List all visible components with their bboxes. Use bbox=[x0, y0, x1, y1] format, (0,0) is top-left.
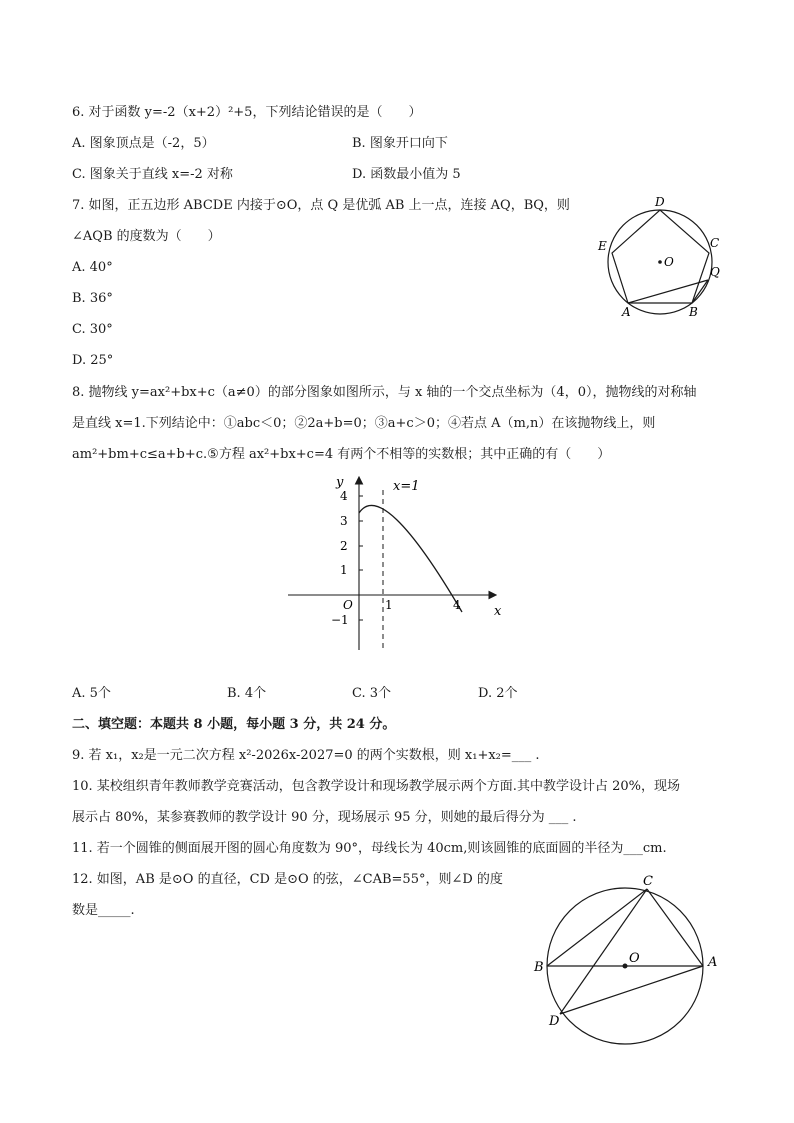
q9-text: 9. 若 x₁，x₂是一元二次方程 x²-2026x-2027=0 的两个实数根，则 x₁+x₂=___ . bbox=[72, 748, 540, 763]
label-o: O bbox=[664, 255, 674, 269]
q7-stem-line1: 7. 如图，正五边形 ABCDE 内接于⊙O，点 Q 是优弧 AB 上一点，连接 AQ，BQ，则 bbox=[72, 198, 570, 213]
q7-option-a: A. 40° bbox=[72, 260, 113, 275]
q8-stem-line3: am²+bm+c≤a+b+c.⑤方程 ax²+bx+c=4 有两个不相等的实数根；其中正确的有（ ） bbox=[72, 447, 611, 462]
label-c-2: C bbox=[643, 874, 653, 889]
q7-option-b: B. 36° bbox=[72, 291, 113, 306]
q6-option-b: B. 图象开口向下 bbox=[352, 136, 448, 151]
q7-option-c: C. 30° bbox=[72, 322, 113, 337]
q8-option-d: D. 2个 bbox=[478, 686, 518, 701]
q8-stem-line2: 是直线 x=1.下列结论中：①abc＜0；②2a+b=0；③a+c＞0；④若点 A（m,n）在该抛物线上，则 bbox=[72, 416, 656, 431]
q11-text: 11. 若一个圆锥的侧面展开图的圆心角度数为 90°，母线长为 40cm,则该圆锥的底面圆的半径为___cm. bbox=[72, 841, 667, 856]
pentagon-abcde bbox=[612, 210, 709, 303]
parabola-graph bbox=[285, 472, 510, 657]
y-tick-label-2: 2 bbox=[340, 539, 348, 553]
label-b: B bbox=[689, 305, 698, 319]
q6-option-a: A. 图象顶点是（-2，5） bbox=[72, 136, 215, 151]
y-tick-label-4: 4 bbox=[340, 489, 348, 503]
label-o-2: O bbox=[629, 951, 640, 966]
y-tick-label-neg1: −1 bbox=[331, 613, 349, 627]
x-axis-label: x bbox=[494, 604, 502, 619]
q6-option-d: D. 函数最小值为 5 bbox=[352, 167, 461, 182]
q12-line1: 12. 如图，AB 是⊙O 的直径，CD 是⊙O 的弦，∠CAB=55°，则∠D 的度 bbox=[72, 872, 503, 887]
pentagon-figure bbox=[592, 192, 732, 322]
q7-stem-line2: ∠AQB 的度数为（ ） bbox=[72, 229, 221, 244]
center-dot-2 bbox=[623, 964, 628, 969]
origin-label: O bbox=[343, 598, 353, 612]
q10-line1: 10. 某校组织青年教师教学竞赛活动，包含教学设计和现场教学展示两个方面.其中教学设计占 20%，现场 bbox=[72, 779, 680, 794]
label-e: E bbox=[598, 239, 607, 253]
label-b-2: B bbox=[534, 960, 544, 975]
q7-option-d: D. 25° bbox=[72, 353, 114, 368]
q12-line2: 数是_____. bbox=[72, 903, 135, 918]
circle-diameter-figure bbox=[530, 870, 730, 1050]
label-a: A bbox=[622, 305, 631, 319]
y-axis-label: y bbox=[336, 475, 344, 490]
y-tick-label-3: 3 bbox=[340, 514, 348, 528]
x-tick-label-1: 1 bbox=[385, 598, 393, 612]
segment-ca bbox=[647, 889, 703, 966]
label-c: C bbox=[710, 236, 720, 250]
q6-option-c: C. 图象关于直线 x=-2 对称 bbox=[72, 167, 233, 182]
q8-option-a: A. 5个 bbox=[72, 686, 111, 701]
axis-note: x=1 bbox=[393, 479, 420, 494]
center-dot bbox=[658, 260, 662, 264]
x-tick-label-4: 4 bbox=[453, 598, 461, 612]
q6-stem: 6. 对于函数 y=-2（x+2）²+5，下列结论错误的是（ ） bbox=[72, 105, 422, 120]
label-a-2: A bbox=[708, 955, 718, 970]
q10-line2: 展示占 80%，某参赛教师的教学设计 90 分，现场展示 95 分，则她的最后得分为 ___ . bbox=[72, 810, 577, 825]
segment-da bbox=[560, 966, 703, 1014]
parabola-curve bbox=[359, 505, 462, 612]
label-d: D bbox=[655, 195, 665, 209]
q8-option-c: C. 3个 bbox=[352, 686, 392, 701]
label-q: Q bbox=[710, 265, 720, 279]
section2-title: 二、填空题：本题共 8 小题，每小题 3 分，共 24 分。 bbox=[72, 717, 396, 732]
y-tick-label-1: 1 bbox=[340, 563, 348, 577]
q8-stem-line1: 8. 抛物线 y=ax²+bx+c（a≠0）的部分图象如图所示，与 x 轴的一个交点坐标为（4，0），抛物线的对称轴 bbox=[72, 385, 697, 400]
label-d-2: D bbox=[549, 1014, 560, 1029]
q8-option-b: B. 4个 bbox=[227, 686, 267, 701]
